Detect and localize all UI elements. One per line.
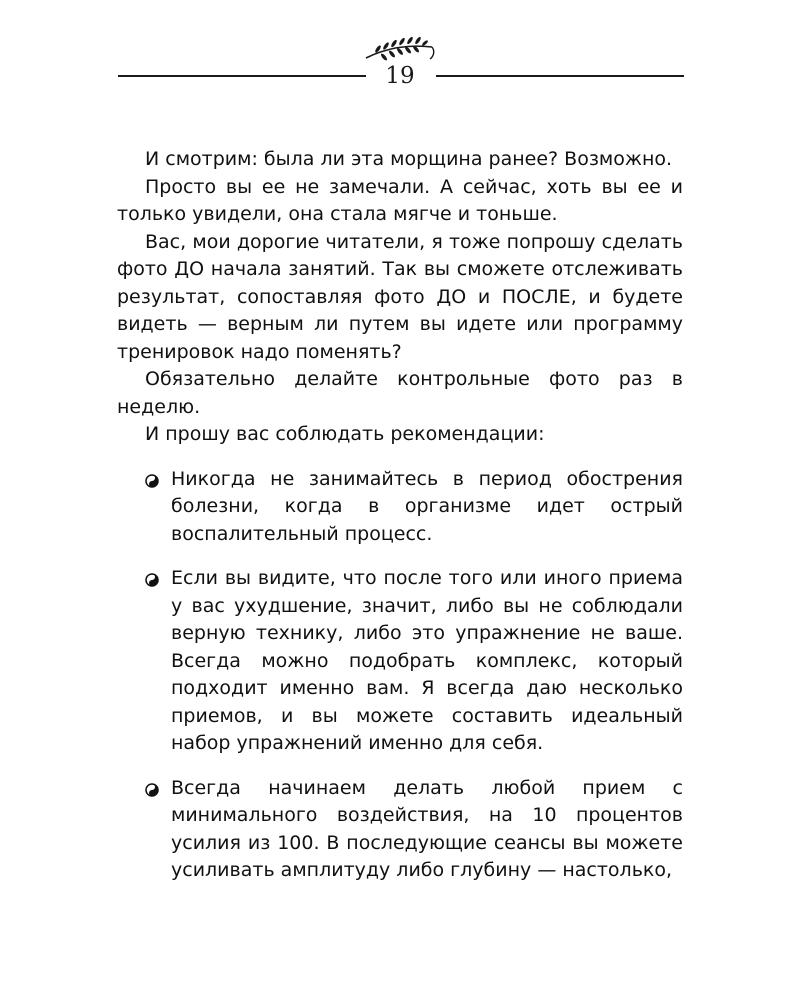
page-header [0, 0, 800, 100]
list-item [117, 565, 683, 758]
body-text [117, 146, 683, 902]
list-item [117, 466, 683, 549]
header-rule-left [118, 75, 366, 77]
list-item [117, 775, 683, 885]
paragraph: И смотрим: была ли эта морщина ранее? Возможно. [145, 148, 673, 170]
paragraph: Просто вы ее не замечали. А сейчас, хоть вы ее и только увидели, она стала мягче и тоньше. [117, 175, 683, 225]
paragraph: Обязательно делайте контрольные фото раз в неделю. [117, 368, 683, 418]
yin-yang-icon [145, 783, 159, 797]
page-number: 19 [385, 63, 415, 89]
list-item-text: Никогда не занимайтесь в период обострения болезни, когда в организме идет острый воспалительный процесс. [171, 467, 683, 545]
yin-yang-icon [145, 573, 159, 587]
paragraph: И прошу вас соблюдать рекомендации: [145, 423, 545, 445]
list-item-text: Если вы видите, что после того или иного приема у вас ухудшение, значит, либо вы не соблюдали верную технику, либо это упражнение не ваше. Всегда можно подобрать комплекс, который подходит именно вам. Я всегда даю несколько приемов, и вы можете составить идеальный набор упражнений именно для себя. [171, 567, 683, 754]
recommendations-list [117, 466, 683, 885]
header-rule-right [436, 75, 684, 77]
paragraph: Вас, мои дорогие читатели, я тоже попрошу сделать фото ДО начала занятий. Так вы сможете отслеживать результат, сопоставляя фото ДО и ПОСЛЕ, и будете видеть — верным ли путем вы идете или программу тренировок надо поменять? [117, 230, 683, 363]
list-item-text: Всегда начинаем делать любой прием с минимального воздействия, на 10 процентов усилия из 100. В последующие сеансы вы можете усиливать амплитуду либо глубину — настолько, [171, 776, 683, 881]
yin-yang-icon [145, 474, 159, 488]
